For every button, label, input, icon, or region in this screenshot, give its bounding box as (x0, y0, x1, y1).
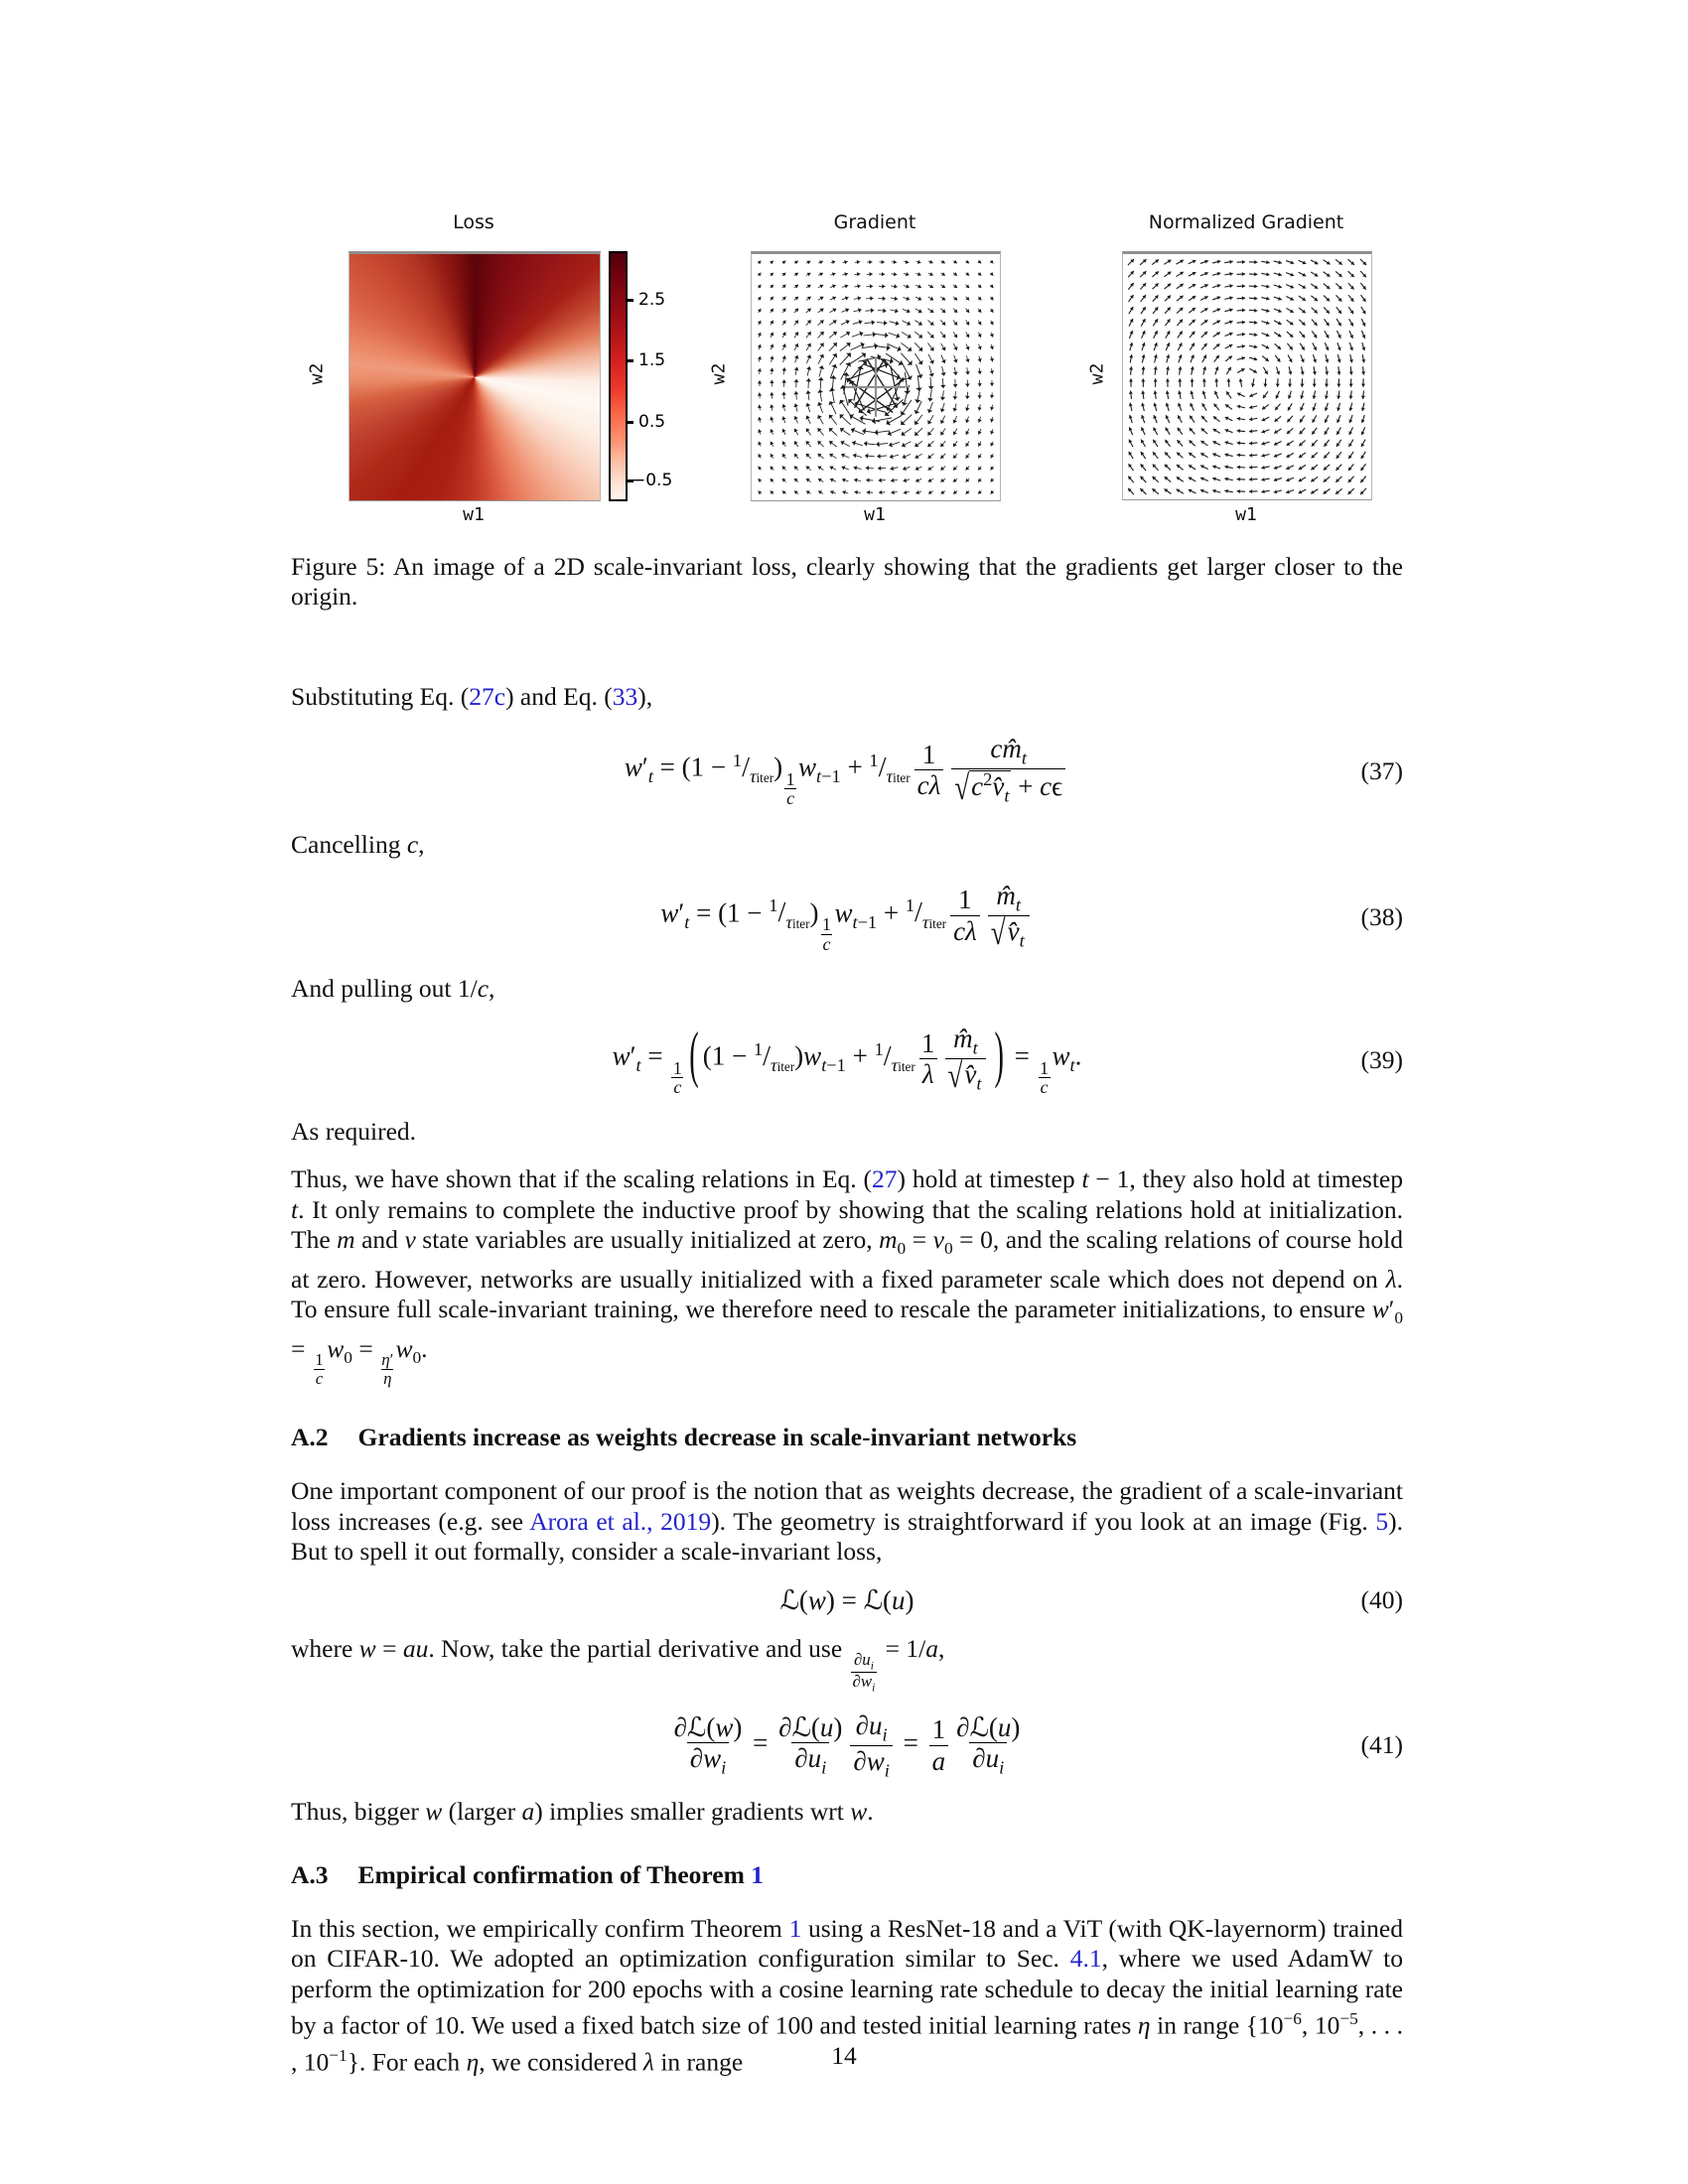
section-heading-a3 (291, 1860, 1403, 1890)
ref-link-fig5[interactable]: 5 (1375, 1506, 1389, 1536)
section-number: A.2 (291, 1423, 329, 1452)
plot-title-loss: Loss (453, 211, 494, 233)
ref-link-thm1[interactable]: 1 (788, 1913, 802, 1943)
paragraph-one-important: One important component of our proof is the notion that as weights decrease, the gradient of a scale-invariant loss increases (e.g. see Arora et al., 2019). The geometry is straightforward if you look at an image (Fig. 5). But to spell it out formally, consider a scale-invariant loss, (291, 1476, 1404, 1567)
figure-caption: Figure 5: An image of a 2D scale-invariant loss, clearly showing that the gradients get larger closer to the origin. (291, 552, 1403, 612)
y-axis-label: w2 (708, 362, 730, 385)
x-axis-label: w1 (864, 504, 886, 525)
paragraph-cancelling: Cancelling c, (291, 830, 425, 860)
equation-39: $w'_t$ = $\frac{1}{c}$ ( $(1 - ^1/_{\tau iter})w_{t-1} + ^1/_{\tau iter}$ $\frac{1}{\lambda}$ $\frac{m̂_t}{√v̂_t}$ ) = $\frac{1}{c}$ $w_t$. (39) (612, 1021, 1403, 1098)
colorbar-label: 0.5 (638, 412, 666, 432)
ref-link-27c[interactable]: 27c (469, 681, 506, 711)
paragraph-thus: Thus, we have shown that if the scaling relations in Eq. (27) hold at timestep t − 1, they also hold at timestep t. It only remains to complete the inductive proof by showing that the scaling relations hold at initialization. The m and v state variables are usually initialized at zero, $m_0 = v_0 = 0$, and the scaling relations of course hold at zero. However, networks are usually initialized with a fixed parameter scale which does not depend on λ. To ensure full scale-invariant training, we therefore need to rescale the parameter initializations, to ensure $w'_0$ = $\frac{1}{c}$ $w_0$ = $\frac{\eta'}{\eta}$ $w_0$. (291, 1164, 1403, 1388)
colorbar-label: 2.5 (638, 290, 666, 310)
x-axis-label: w1 (1235, 504, 1257, 525)
loss-heatmap (349, 251, 601, 501)
y-axis-label: w2 (306, 362, 328, 385)
equation-number: (40) (1360, 1585, 1403, 1614)
x-axis-label: w1 (463, 504, 485, 525)
equation-number: (39) (1360, 1044, 1403, 1074)
paragraph-where: where w = au. Now, take the partial derivative and use $\frac{\partial u_i}{\partial w_i}$ = 1/a, (291, 1633, 945, 1695)
section-number: A.3 (291, 1859, 329, 1889)
section-heading-a2 (291, 1423, 1403, 1452)
equation-number: (41) (1360, 1730, 1403, 1760)
paragraph-in-this-section: In this section, we empirically confirm Theorem 1 using a ResNet-18 and a ViT (with QK-layernorm) trained on CIFAR-10. We adopted an optimization configuration similar to Sec. 4.1, where we used AdamW to perform the optimization for 200 epochs with a cosine learning rate schedule to decay the initial learning rate by a factor of 10. We used a fixed batch size of 100 and tested initial learning rates η in range {$10^{-6}$, $10^{-5}$, . . . , $10^{-1}$}. For each η, we considered λ in range (291, 1913, 1404, 2077)
paragraph-required: As required. (291, 1116, 417, 1146)
paragraph-substituting: Substituting Eq. (27c) and Eq. (33), (291, 681, 653, 711)
equation-41: $\frac{\text{∂ℒ(w)}}{\partial w_i}$ = $\frac{\text{∂ℒ(u)}}{\partial u_i}$ $\frac{\partial u_i}{\partial w_i}$ = $\frac{1}{a}$ $\frac{\text{∂ℒ(u)}}{\partial u_i}$ (41) (673, 1709, 1403, 1780)
colorbar-label: −0.5 (632, 471, 673, 490)
gradient-quiver-field (752, 254, 1000, 500)
section-title: Empirical confirmation of Theorem 1 (357, 1859, 764, 1889)
section-title: Gradients increase as weights decrease in scale-invariant networks (357, 1423, 1077, 1452)
paragraph-pulling: And pulling out 1/c, (291, 973, 495, 1003)
normalized-gradient-quiver-field (1123, 254, 1371, 499)
colorbar-tick (626, 421, 633, 424)
ref-link-27[interactable]: 27 (872, 1164, 898, 1194)
equation-number: (37) (1360, 755, 1403, 785)
paragraph-thus-bigger: Thus, bigger w (larger a) implies smaller gradients wrt w. (291, 1796, 874, 1826)
plot-title-gradient: Gradient (833, 211, 916, 233)
normalized-gradient-quiver-plot (1122, 251, 1372, 500)
colorbar (609, 251, 628, 501)
equation-38: $w'_t = (1 - ^1/_{\tau iter})$ $\frac{1}{c}$ $w_{t-1} + ^1/_{\tau iter}$ $\frac{1}{c\lambda}$ $\frac{m̂_t}{√v̂_t}$ (38) (660, 880, 1403, 954)
equation-number: (38) (1360, 901, 1403, 931)
text-column (291, 552, 1403, 2078)
equation-37: $w'_t = (1 - ^1/_{\tau iter})$ $\frac{1}{c}$ $w_{t-1} + ^1/_{\tau iter}$ $\frac{1}{c\lambda}$ $\frac{cm̂_t}{√c^2v̂_t + c\epsilon}$ (37) (624, 734, 1403, 809)
ref-link-thm1-heading[interactable]: 1 (751, 1859, 764, 1889)
cite-link-arora[interactable]: Arora et al., 2019 (529, 1506, 712, 1536)
plot-title-normalized-gradient: Normalized Gradient (1148, 211, 1344, 233)
colorbar-tick (626, 359, 633, 362)
ref-link-33[interactable]: 33 (612, 681, 638, 711)
ref-link-sec41[interactable]: 4.1 (1069, 1944, 1102, 1974)
colorbar-label: 1.5 (638, 350, 666, 370)
equation-40: ℒ(w) = ℒ(u) (40) (779, 1584, 1403, 1615)
gradient-quiver-plot (751, 251, 1001, 501)
y-axis-label: w2 (1086, 362, 1108, 385)
page-number: 14 (831, 2041, 857, 2070)
colorbar-tick (626, 299, 633, 302)
